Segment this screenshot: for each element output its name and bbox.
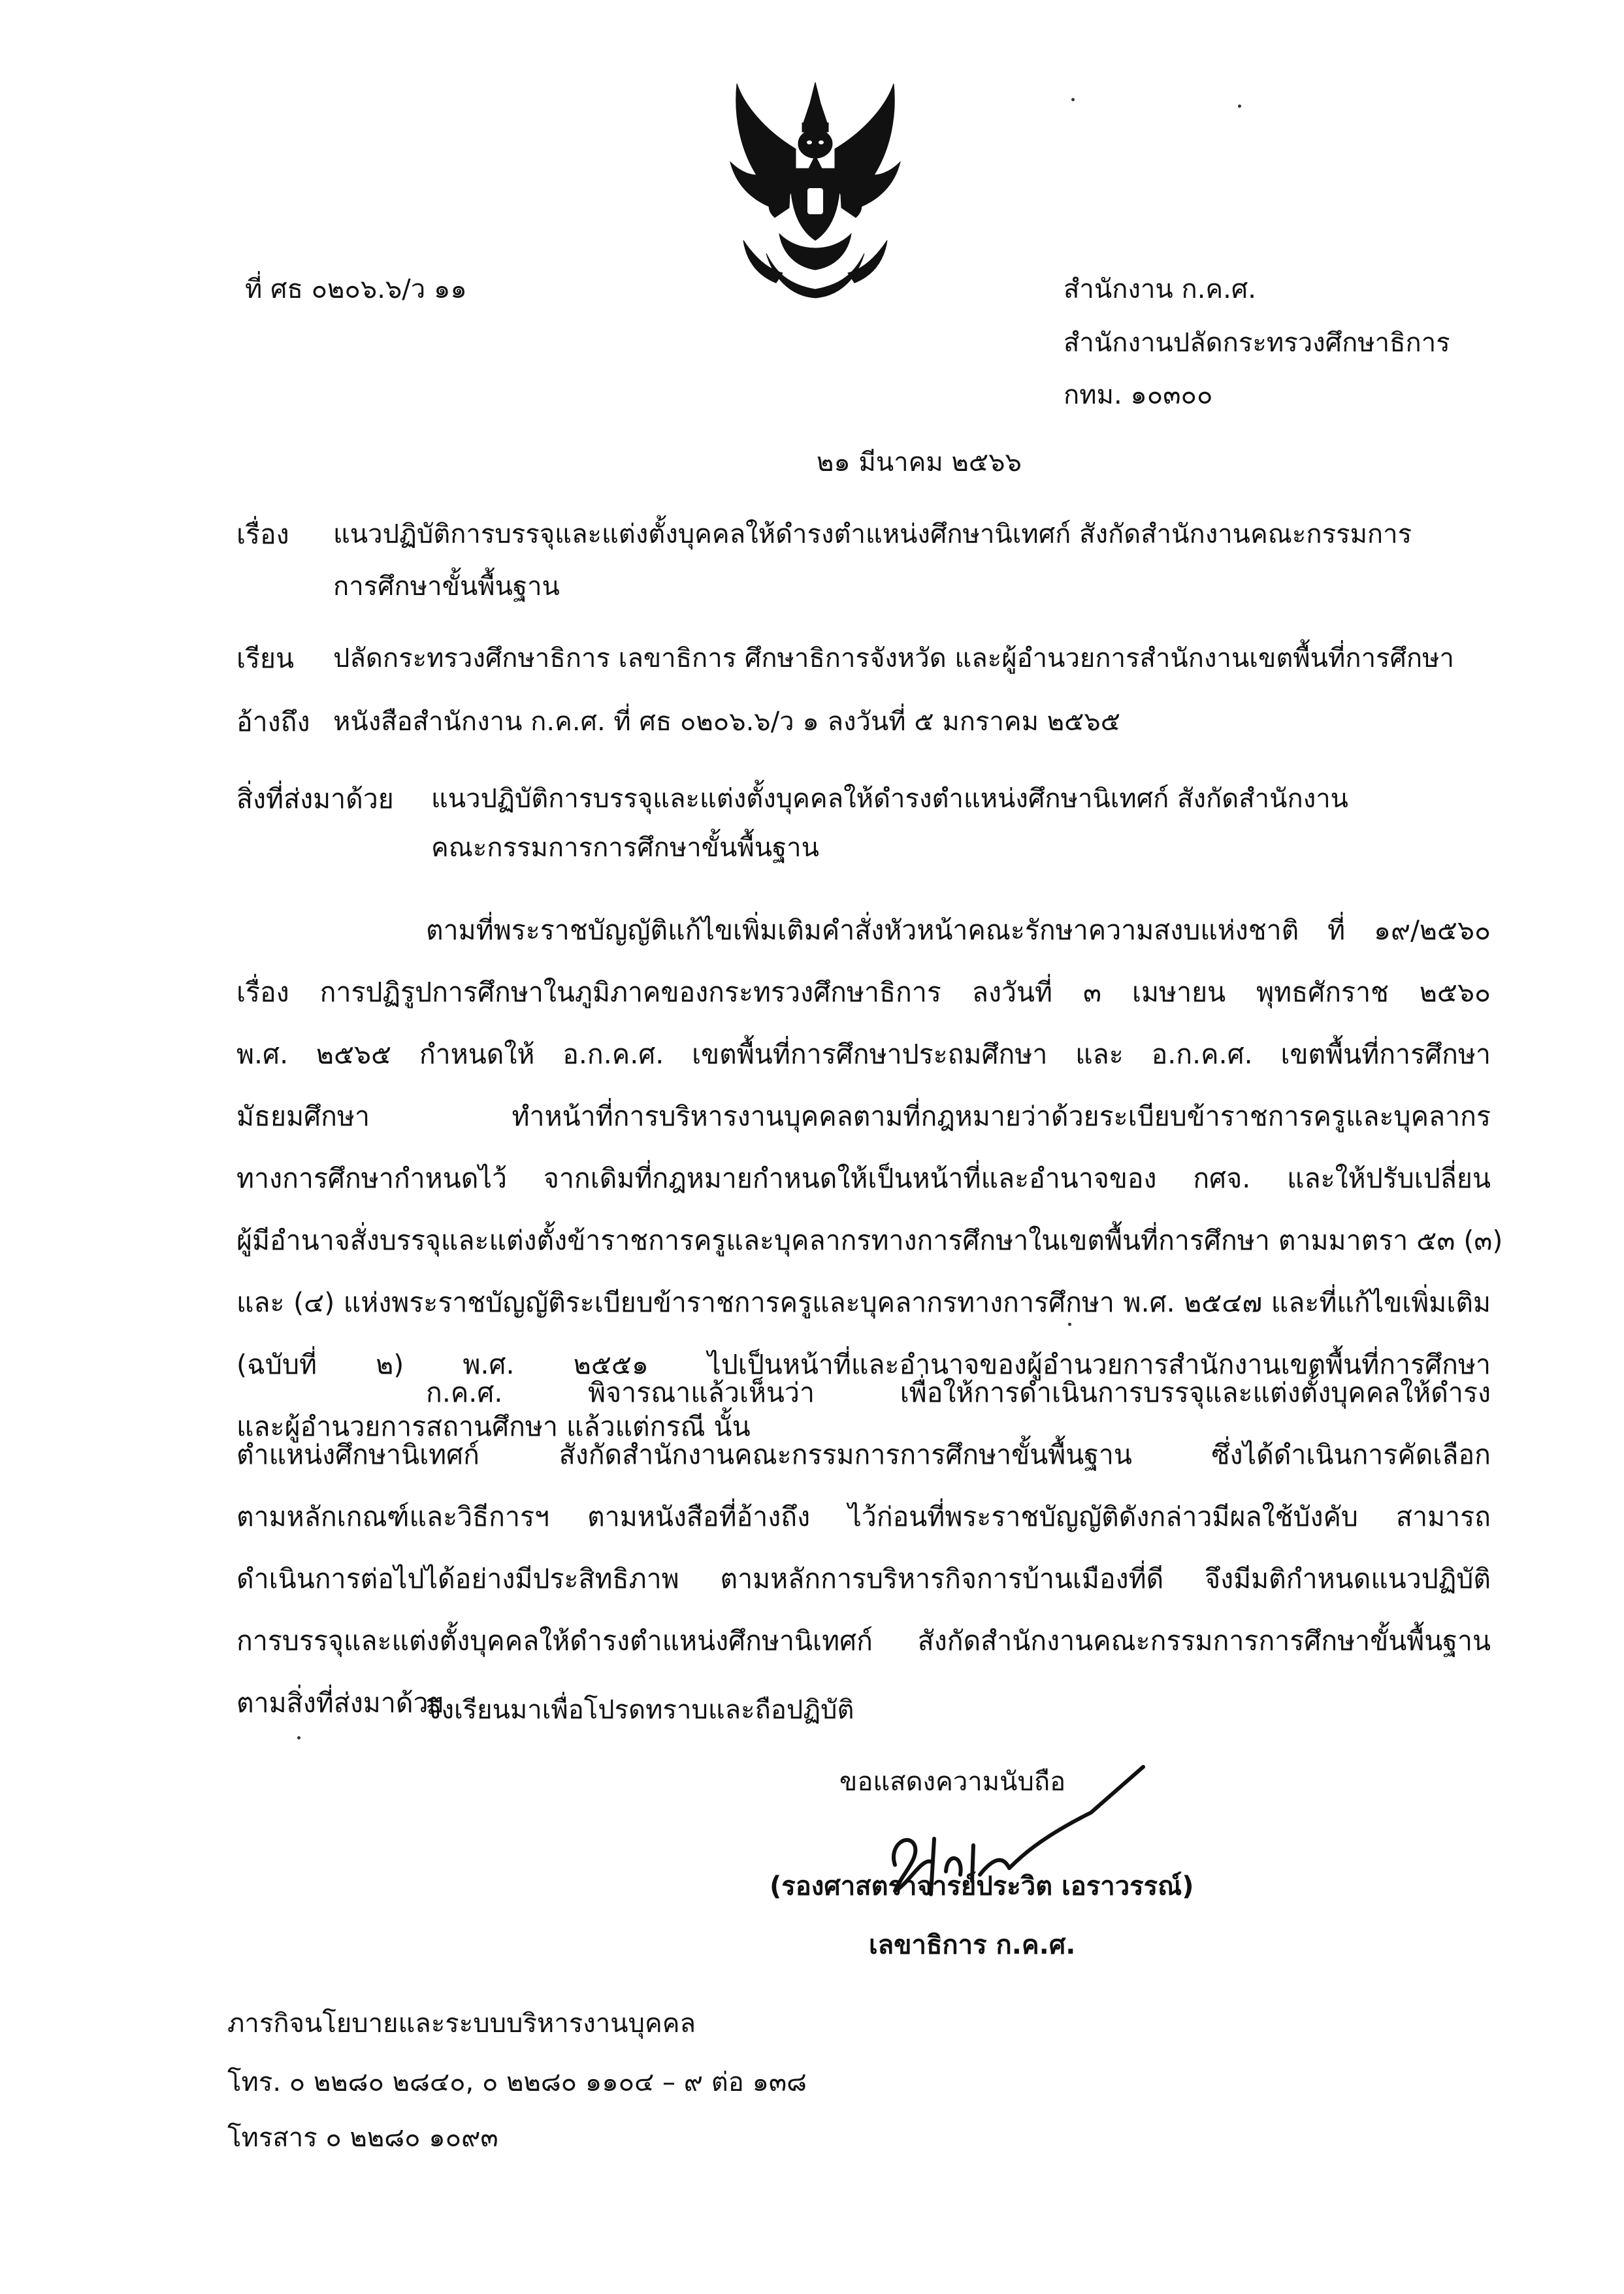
subject-label: เรื่อง [236, 519, 289, 550]
reference-number: ที่ ศธ ๐๒๐๖.๖/ว ๑๑ [245, 274, 467, 304]
subject-line-1: แนวปฏิบัติการบรรจุและแต่งตั้งบุคคลให้ดำรงตำแหน่งศึกษานิเทศก์ สังกัดสำนักงานคณะกรรมการ [333, 519, 1412, 549]
paragraph-line: (ฉบับที่ ๒) พ.ศ. ๒๕๕๑ ไปเป็นหน้าที่และอำนาจของผู้อำนวยการสำนักงานเขตพื้นที่การศึกษา [236, 1349, 1491, 1380]
paragraph-line: และ (๔) แห่งพระราชบัญญัติระเบียบข้าราชการครูและบุคลากรทางการศึกษา พ.ศ. ๒๕๔๗ และที่แก้ไขเพิ่มเติม [236, 1287, 1491, 1318]
footer-phone: โทร. ๐ ๒๒๘๐ ๒๘๔๐, ๐ ๒๒๘๐ ๑๑๐๔ – ๙ ต่อ ๑๓๘ [227, 2067, 807, 2097]
footer-department: ภารกิจนโยบายและระบบบริหารงานบุคคล [227, 2009, 696, 2039]
paragraph-line: ก.ค.ศ. พิจารณาแล้วเห็นว่า เพื่อให้การดำเนินการบรรจุและแต่งตั้งบุคคลให้ดำรง [426, 1377, 1491, 1408]
scan-speck [1238, 105, 1241, 108]
enclosure-line-2: คณะกรรมการการศึกษาขั้นพื้นฐาน [431, 833, 819, 863]
scan-speck [1071, 98, 1075, 101]
body-paragraph-2 [236, 1362, 1491, 1734]
paragraph-line: พ.ศ. ๒๕๖๕ กำหนดให้ อ.ก.ค.ศ. เขตพื้นที่การศึกษาประถมศึกษา และ อ.ก.ค.ศ. เขตพื้นที่การศึกษา [236, 1039, 1491, 1070]
signer-name: (รองศาสตราจารย์ประวิต เอราวรรณ์) [770, 1871, 1194, 1901]
paragraph-line: การบรรจุและแต่งตั้งบุคคลให้ดำรงตำแหน่งศึกษานิเทศก์ สังกัดสำนักงานคณะกรรมการการศึกษาขั้นพื้นฐาน [236, 1625, 1491, 1656]
paragraph-line: ตามที่พระราชบัญญัติแก้ไขเพิ่มเติมคำสั่งหัวหน้าคณะรักษาความสงบแห่งชาติ ที่ ๑๙/๒๕๖๐ [426, 914, 1491, 946]
office-line-1: สำนักงาน ก.ค.ศ. [1064, 274, 1256, 304]
paragraph-line: ตามหลักเกณฑ์และวิธีการฯ ตามหนังสือที่อ้างถึง ไว้ก่อนที่พระราชบัญญัติดังกล่าวมีผลใช้บังคับ สามารถ [236, 1501, 1491, 1532]
enclosure-label: สิ่งที่ส่งมาด้วย [236, 783, 394, 815]
reference-label: อ้างถึง [236, 706, 310, 737]
paragraph-line: เรื่อง การปฏิรูปการศึกษาในภูมิภาคของกระทรวงศึกษาธิการ ลงวันที่ ๓ เมษายน พุทธศักราช ๒๕๖๐ [236, 977, 1491, 1008]
scan-speck [297, 1736, 300, 1739]
footer-fax: โทรสาร ๐ ๒๒๘๐ ๑๐๙๓ [227, 2123, 498, 2153]
recipient-text: ปลัดกระทรวงศึกษาธิการ เลขาธิการ ศึกษาธิการจังหวัด และผู้อำนวยการสำนักงานเขตพื้นที่การศึกษา [333, 643, 1454, 673]
salutation: ขอแสดงความนับถือ [839, 1767, 1066, 1797]
paragraph-line: ทางการศึกษากำหนดไว้ จากเดิมที่กฎหมายกำหนดให้เป็นหน้าที่และอำนาจของ กศจ. และให้ปรับเปลี่ยน [236, 1163, 1491, 1194]
subject-line-2: การศึกษาขั้นพื้นฐาน [333, 572, 560, 602]
reference-text: หนังสือสำนักงาน ก.ค.ศ. ที่ ศธ ๐๒๐๖.๖/ว ๑ ลงวันที่ ๕ มกราคม ๒๕๖๕ [333, 707, 1121, 737]
garuda-emblem-icon [717, 77, 913, 299]
paragraph-line: ตำแหน่งศึกษานิเทศก์ สังกัดสำนักงานคณะกรรมการการศึกษาขั้นพื้นฐาน ซึ่งได้ดำเนินการคัดเลือก [236, 1439, 1491, 1470]
paragraph-line: ผู้มีอำนาจสั่งบรรจุและแต่งตั้งข้าราชการครูและบุคลากรทางการศึกษาในเขตพื้นที่การศึกษา ตามมาตรา ๕๓ (๓) [236, 1225, 1503, 1256]
enclosure-line-1: แนวปฏิบัติการบรรจุและแต่งตั้งบุคคลให้ดำรงตำแหน่งศึกษานิเทศก์ สังกัดสำนักงาน [431, 784, 1349, 814]
office-line-3: กทม. ๑๐๓๐๐ [1064, 380, 1213, 410]
recipient-label: เรียน [236, 643, 295, 674]
paragraph-line: ดำเนินการต่อไปได้อย่างมีประสิทธิภาพ ตามหลักการบริหารกิจการบ้านเมืองที่ดี จึงมีมติกำหนดแนวปฏิบัติ [236, 1563, 1491, 1594]
office-line-2: สำนักงานปลัดกระทรวงศึกษาธิการ [1064, 328, 1450, 358]
letter-date: ๒๑ มีนาคม ๒๕๖๖ [817, 447, 1022, 477]
paragraph-line: และผู้อำนวยการสถานศึกษา แล้วแต่กรณี นั้น [236, 1411, 751, 1442]
paragraph-line: ตามสิ่งที่ส่งมาด้วย [236, 1687, 444, 1719]
closing-request: จึงเรียนมาเพื่อโปรดทราบและถือปฏิบัติ [426, 1695, 854, 1725]
signer-title: เลขาธิการ ก.ค.ศ. [869, 1930, 1076, 1960]
paragraph-line: มัธยมศึกษา ทำหน้าที่การบริหารงานบุคคลตามที่กฎหมายว่าด้วยระเบียบข้าราชการครูและบุคลากร [236, 1101, 1491, 1132]
